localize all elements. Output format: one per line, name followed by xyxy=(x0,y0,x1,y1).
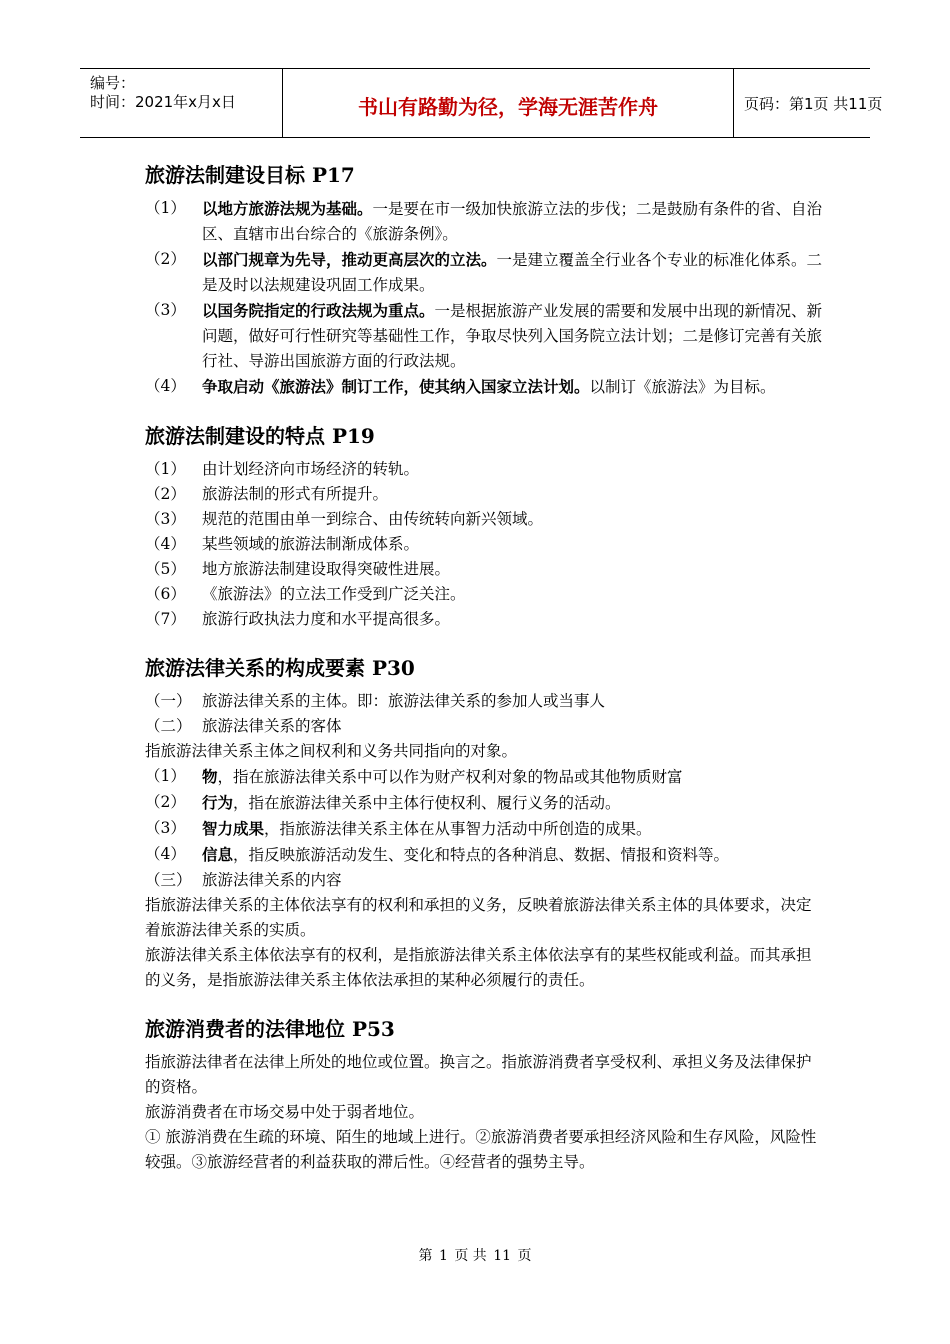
header-page-cell xyxy=(734,69,883,137)
list-item xyxy=(145,868,825,893)
page-footer xyxy=(0,1245,950,1265)
list-item xyxy=(145,532,825,557)
item-number: （4） xyxy=(145,535,186,553)
item-number: （二） xyxy=(145,717,192,735)
item-text: ，指旅游法律关系主体在从事智力活动中所创造的成果。 xyxy=(264,820,652,838)
item-number: （1） xyxy=(145,460,186,478)
item-number: （2） xyxy=(145,250,186,268)
item-text: 旅游法律关系的主体。即：旅游法律关系的参加人或当事人 xyxy=(202,692,606,710)
item-text: 一是要在市一级加快旅游立法的步伐；二是鼓励有条件的省、自治区、直辖市出台综合的《旅游条例》。 xyxy=(202,200,823,243)
document-time-label: 时间：2021年x月x日 xyxy=(90,93,236,111)
item-number: （一） xyxy=(145,692,192,710)
item-bold-lead: 以地方旅游法规为基础。 xyxy=(202,199,373,218)
item-text: 旅游法律关系的内容 xyxy=(202,871,342,889)
header-page-info: 页码：第1页 共11页 xyxy=(744,95,883,113)
list-item xyxy=(145,247,825,298)
item-number: （1） xyxy=(145,767,186,785)
list-item xyxy=(145,764,825,790)
item-bold-lead: 争取启动《旅游法》制订工作，使其纳入国家立法计划。 xyxy=(202,377,590,396)
item-bold-lead: 智力成果 xyxy=(202,819,265,838)
item-text: ，指反映旅游活动发生、变化和特点的各种消息、数据、情报和资料等。 xyxy=(233,846,730,864)
list-item xyxy=(145,816,825,842)
item-number: （2） xyxy=(145,485,186,503)
footer-suffix: 页 xyxy=(517,1248,532,1264)
item-text: 一是建立覆盖全行业各个专业的标准化体系。二是及时以法规建设巩固工作成果。 xyxy=(202,251,823,294)
document-body xyxy=(145,160,825,1196)
item-bold-lead: 行为 xyxy=(202,793,234,812)
document-number-label: 编号： xyxy=(90,74,136,92)
item-text: ，指在旅游法律关系中主体行使权利、履行义务的活动。 xyxy=(233,794,621,812)
item-bold-lead: 以国务院指定的行政法规为重点。 xyxy=(202,301,435,320)
section-legal-relation-elements xyxy=(145,653,825,993)
item-text: 由计划经济向市场经济的转轨。 xyxy=(202,460,420,478)
item-number: （7） xyxy=(145,610,186,628)
footer-total-pages: 11 xyxy=(493,1248,512,1264)
item-bold-lead: 信息 xyxy=(202,845,234,864)
item-number: （5） xyxy=(145,560,186,578)
item-number: （三） xyxy=(145,871,192,889)
footer-current-page: 1 xyxy=(438,1248,448,1264)
item-text: 《旅游法》的立法工作受到广泛关注。 xyxy=(202,585,466,603)
list-item xyxy=(145,842,825,868)
list-item xyxy=(145,457,825,482)
section-title: 旅游法律关系的构成要素 P30 xyxy=(145,656,415,680)
item-text: 规范的范围由单一到综合、由传统转向新兴领域。 xyxy=(202,510,544,528)
header-motto: 书山有路勤为径，学海无涯苦作舟 xyxy=(358,95,658,119)
item-bold-lead: 物 xyxy=(202,767,218,786)
item-number: （4） xyxy=(145,845,186,863)
section-title: 旅游消费者的法律地位 P53 xyxy=(145,1017,395,1041)
item-number: （4） xyxy=(145,377,186,395)
item-number: （1） xyxy=(145,199,186,217)
section-title: 旅游法制建设目标 P17 xyxy=(145,163,355,187)
item-number: （3） xyxy=(145,510,186,528)
list-item xyxy=(145,196,825,247)
list-item xyxy=(145,714,825,739)
item-bold-lead: 以部门规章为先导，推动更高层次的立法。 xyxy=(202,250,497,269)
item-number: （3） xyxy=(145,819,186,837)
list-item xyxy=(145,482,825,507)
section-title: 旅游法制建设的特点 P19 xyxy=(145,424,375,448)
list-item xyxy=(145,689,825,714)
item-text: 某些领域的旅游法制渐成体系。 xyxy=(202,535,420,553)
paragraph: 指旅游法律关系的主体依法享有的权利和承担的义务，反映着旅游法律关系主体的具体要求，决定着旅游法律关系的实质。 xyxy=(145,896,812,939)
footer-mid: 页 共 xyxy=(454,1248,487,1264)
list-item xyxy=(145,374,825,400)
item-text: 旅游法律关系的客体 xyxy=(202,717,342,735)
list-item xyxy=(145,607,825,632)
item-text: 地方旅游法制建设取得突破性进展。 xyxy=(202,560,451,578)
paragraph: 指旅游法律关系主体之间权利和义务共同指向的对象。 xyxy=(145,742,518,760)
item-number: （6） xyxy=(145,585,186,603)
list-item xyxy=(145,507,825,532)
footer-prefix: 第 xyxy=(418,1248,433,1264)
list-item xyxy=(145,582,825,607)
item-text: 旅游行政执法力度和水平提高很多。 xyxy=(202,610,451,628)
item-text: 以制订《旅游法》为目标。 xyxy=(589,378,776,396)
list-item xyxy=(145,790,825,816)
list-item xyxy=(145,557,825,582)
paragraph: 旅游消费者在市场交易中处于弱者地位。 xyxy=(145,1103,425,1121)
item-number: （2） xyxy=(145,793,186,811)
item-text: 旅游法制的形式有所提升。 xyxy=(202,485,389,503)
paragraph: 旅游法律关系主体依法享有的权利，是指旅游法律关系主体依法享有的某些权能或利益。而其承担的义务，是指旅游法律关系主体依法承担的某种必须履行的责任。 xyxy=(145,946,812,989)
section-consumer-legal-status xyxy=(145,1014,825,1175)
paragraph: 指旅游法律者在法律上所处的地位或位置。换言之。指旅游消费者享受权利、承担义务及法律保护的资格。 xyxy=(145,1053,812,1096)
item-number: （3） xyxy=(145,301,186,319)
header-motto-cell xyxy=(283,69,734,137)
section-tourism-legal-features xyxy=(145,421,825,632)
paragraph: ① 旅游消费在生疏的环境、陌生的地域上进行。②旅游消费者要承担经济风险和生存风险，风险性较强。③旅游经营者的利益获取的滞后性。④经营者的强势主导。 xyxy=(145,1128,817,1171)
list-item xyxy=(145,298,825,374)
item-text: ，指在旅游法律关系中可以作为财产权利对象的物品或其他物质财富 xyxy=(217,768,683,786)
header-meta-cell xyxy=(80,69,283,137)
item-text: 一是根据旅游产业发展的需要和发展中出现的新情况、新问题，做好可行性研究等基础性工作，争取尽快列入国务院立法计划；二是修订完善有关旅行社、导游出国旅游方面的行政法规。 xyxy=(202,302,823,370)
section-tourism-legal-goals xyxy=(145,160,825,400)
page-header xyxy=(80,68,883,138)
